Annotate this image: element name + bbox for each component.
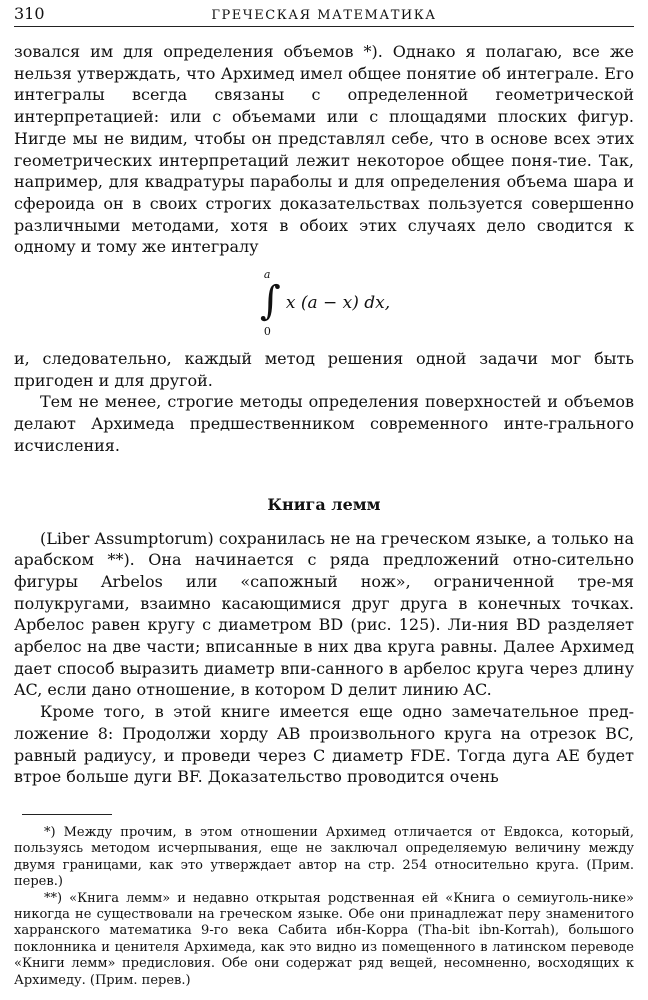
body-paragraph-3: Тем не менее, строгие методы определения поверхностей и объемов делают Архимеда предшественником современного инте-грального исчисления. bbox=[14, 392, 634, 455]
integrand: x (a − x) dx, bbox=[285, 293, 391, 314]
integral-sign bbox=[258, 268, 282, 338]
page-number: 310 bbox=[14, 4, 45, 23]
running-title: ГРЕЧЕСКАЯ МАТЕМАТИКА bbox=[211, 8, 437, 23]
book-page bbox=[14, 4, 634, 989]
footnote-2: **) «Книга лемм» и недавно открытая родственная ей «Книга о семиуголь-нике» никогда не существовали на греческом языке. Обе они принадлежат перу знаменитого харранского математика 9-го века Сабита ибн-Корра (Tha-bit ibn-Korrah), большого поклонника и ценителя Архимеда, как это видно из помещенного в латинском переводе «Книги лемм» предисловия. Обе они содержат ряд вещей, несомненно, восходящих к Архимеду. (Прим. перев.) bbox=[14, 890, 634, 988]
section-title: Книга лемм bbox=[267, 494, 381, 514]
page-header bbox=[14, 4, 634, 27]
footnote-1: *) Между прочим, в этом отношении Архимед отличается от Евдокса, который, пользуясь методом исчерпывания, еще не заключал определяемую величину между двумя границами, как это утверждает автор на стр. 254 относительно круга. (Прим. перев.) bbox=[14, 824, 634, 890]
section-paragraph-2: Кроме того, в этой книге имеется еще одно замечательное пред-ложение 8: Продолжи хорду AB произвольного круга на отрезок BC, равный радиусу, и проведи через C диаметр FDE. Тогда дуга AE будет втрое больше дуги BF. Доказательство проводится очень bbox=[14, 702, 634, 787]
section-paragraph-1: (Liber Assumptorum) сохранилась не на греческом языке, а только на арабском **). Она начинается с ряда предложений отно-сительно фигуры Arbelos или «сапожный нож», ограниченной тре-мя полукругами, взаимно касающимися друг друга в конечных точках. Арбелос равен кругу с диаметром BD (рис. 125). Ли-ния BD разделяет арбелос на две части; вписанные в них два круга равны. Далее Архимед дает способ выразить диаметр впи-санного в арбелос круга через длину AC, если дано отношение, в котором D делит линию AC. bbox=[14, 528, 634, 700]
integral-symbol-icon: ∫ bbox=[259, 278, 281, 325]
upper-limit: a bbox=[263, 268, 271, 282]
body-paragraph-1: зовался им для определения объемов *). Однако я полагаю, все же нельзя утверждать, что Архимед имел общее понятие об интеграле. Его интегралы всегда связаны с определенной геометрической интерпретацией: или с объемами или с площадями плоских фигур. Нигде мы не видим, чтобы он представлял себе, что в основе всех этих геометрических интерпретаций лежит некоторое общее поня-тие. Так, например, для квадратуры параболы и для определения объема шара и сфероида он в своих строгих доказательствах пользуется совершенно различными методами, хотя в обоих этих случаях дело сводится к одному и тому же интегралу bbox=[14, 42, 634, 257]
body-paragraph-2: и, следовательно, каждый метод решения одной задачи мог быть пригоден и для другой. bbox=[14, 349, 634, 390]
footnote-divider bbox=[22, 814, 112, 815]
lower-limit: 0 bbox=[263, 325, 271, 339]
integral-formula bbox=[14, 258, 634, 348]
